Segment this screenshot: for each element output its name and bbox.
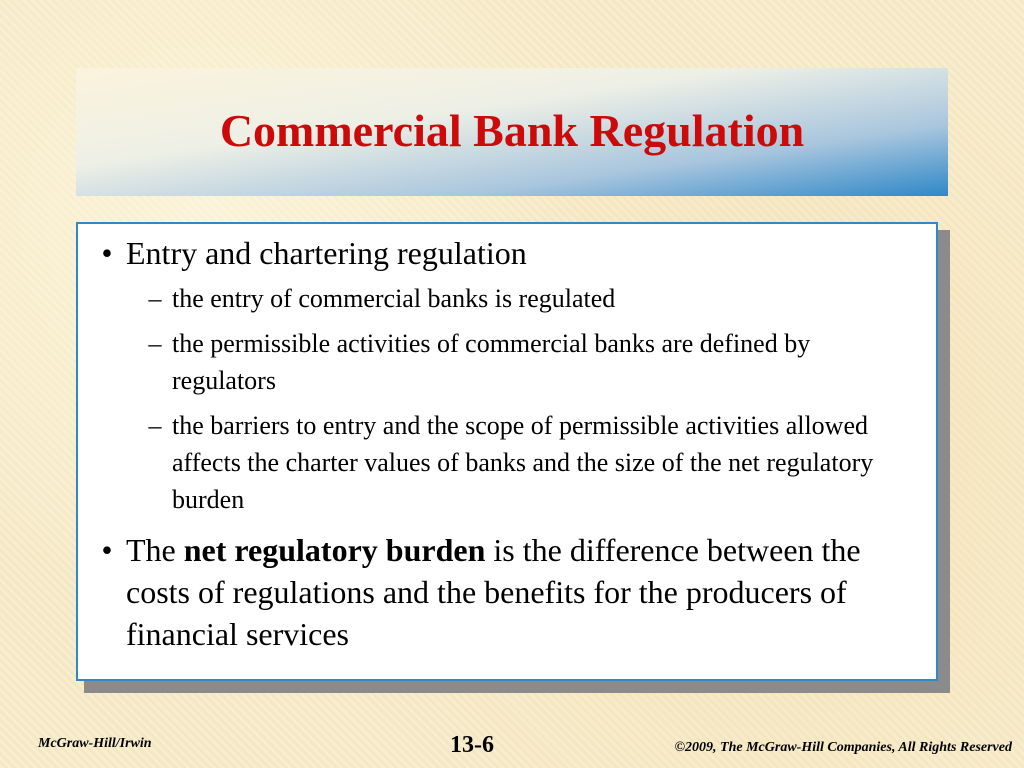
footer-publisher: McGraw-Hill/Irwin <box>38 736 152 751</box>
dash-mark: – <box>148 329 162 358</box>
dash-mark: – <box>148 411 162 440</box>
subbullet-barriers-to-entry <box>138 407 898 518</box>
subbullet-text: the barriers to entry and the scope of permissible activities allowed affects the charter values of banks and the size of the net regulatory burden <box>172 411 874 514</box>
content-box <box>76 222 938 681</box>
bullet-text-rest: is the difference between the costs of regulations and the benefits for the producers of financial services <box>126 532 861 652</box>
subbullet-text: the entry of commercial banks is regulated <box>172 284 616 313</box>
bullet-text: Entry and chartering regulation <box>126 235 527 271</box>
footer-copyright: ©2009, The McGraw-Hill Companies, All Rights Reserved <box>674 740 1012 755</box>
subbullet-entry-regulated <box>138 280 898 317</box>
subbullet-permissible-activities <box>138 325 898 399</box>
dash-mark: – <box>148 284 162 313</box>
bullet-entry-chartering <box>88 232 908 274</box>
footer-slide-number: 13-6 <box>450 732 494 758</box>
subbullet-text: the permissible activities of commercial banks are defined by regulators <box>172 329 811 395</box>
bullet-net-regulatory-burden <box>88 529 908 655</box>
bullet-mark: • <box>101 532 113 568</box>
title-banner <box>76 68 948 196</box>
bullet-text-lead: The <box>126 532 184 568</box>
bullet-mark: • <box>101 235 113 271</box>
bullet-text <box>126 529 906 655</box>
slide-title: Commercial Bank Regulation <box>219 104 805 156</box>
term-net-regulatory-burden: net regulatory burden <box>183 532 486 568</box>
